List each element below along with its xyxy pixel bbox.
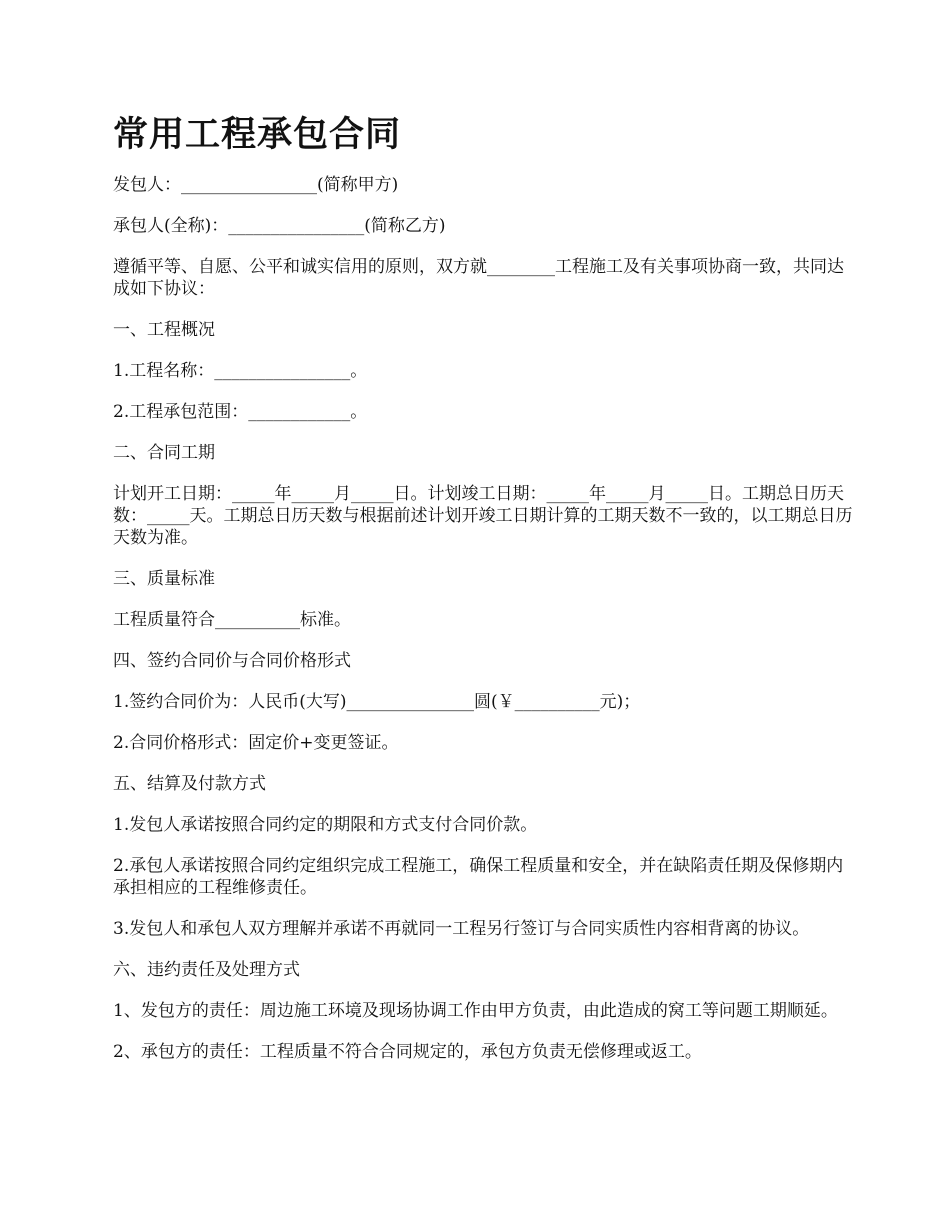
liability-clause-1: 1、发包方的责任：周边施工环境及现场协调工作由甲方负责，由此造成的窝工等问题工期顺延。	[113, 1001, 838, 1021]
section-heading-quality-standard: 三、质量标准	[113, 569, 215, 589]
section-heading-liability: 六、违约责任及处理方式	[113, 960, 300, 980]
section-heading-settlement: 五、结算及付款方式	[113, 774, 266, 794]
party-a-line: 发包人：________________(简称甲方)	[113, 175, 399, 195]
document-title: 常用工程承包合同	[113, 114, 402, 155]
settlement-clause-1: 1.发包人承诺按照合同约定的期限和方式支付合同价款。	[113, 815, 538, 835]
project-name-line: 1.工程名称：________________。	[113, 361, 368, 381]
liability-clause-2: 2、承包方的责任：工程质量不符合合同规定的，承包方负责无偿修理或返工。	[113, 1042, 702, 1062]
document-page	[113, 110, 853, 1082]
quality-standard-line: 工程质量符合__________标准。	[113, 610, 351, 630]
settlement-clause-2: 2.承包人承诺按照合同约定组织完成工程施工，确保工程质量和安全，并在缺陷责任期及保修期内承担相应的工程维修责任。	[113, 856, 844, 898]
party-b-line: 承包人(全称)：________________(简称乙方)	[113, 216, 446, 236]
schedule-paragraph: 计划开工日期：_____年_____月_____日。计划竣工日期：_____年_____月_____日。工期总日历天数：_____天。工期总日历天数与根据前述计划开竣工日期计算的工期天数不一致的，以工期总日历天数为准。	[113, 484, 853, 548]
preamble-paragraph: 遵循平等、自愿、公平和诚实信用的原则，双方就________工程施工及有关事项协商一致，共同达成如下协议：	[113, 257, 844, 299]
contract-price-line: 1.签约合同价为：人民币(大写)_______________圆(￥__________元)；	[113, 692, 641, 712]
project-scope-line: 2.工程承包范围：____________。	[113, 402, 368, 422]
section-heading-contract-price: 四、签约合同价与合同价格形式	[113, 651, 351, 671]
settlement-clause-3: 3.发包人和承包人双方理解并承诺不再就同一工程另行签订与合同实质性内容相背离的协议。	[113, 919, 810, 939]
section-heading-contract-period: 二、合同工期	[113, 443, 215, 463]
price-form-line: 2.合同价格形式：固定价+变更签证。	[113, 733, 399, 753]
section-heading-project-overview: 一、工程概况	[113, 320, 215, 340]
